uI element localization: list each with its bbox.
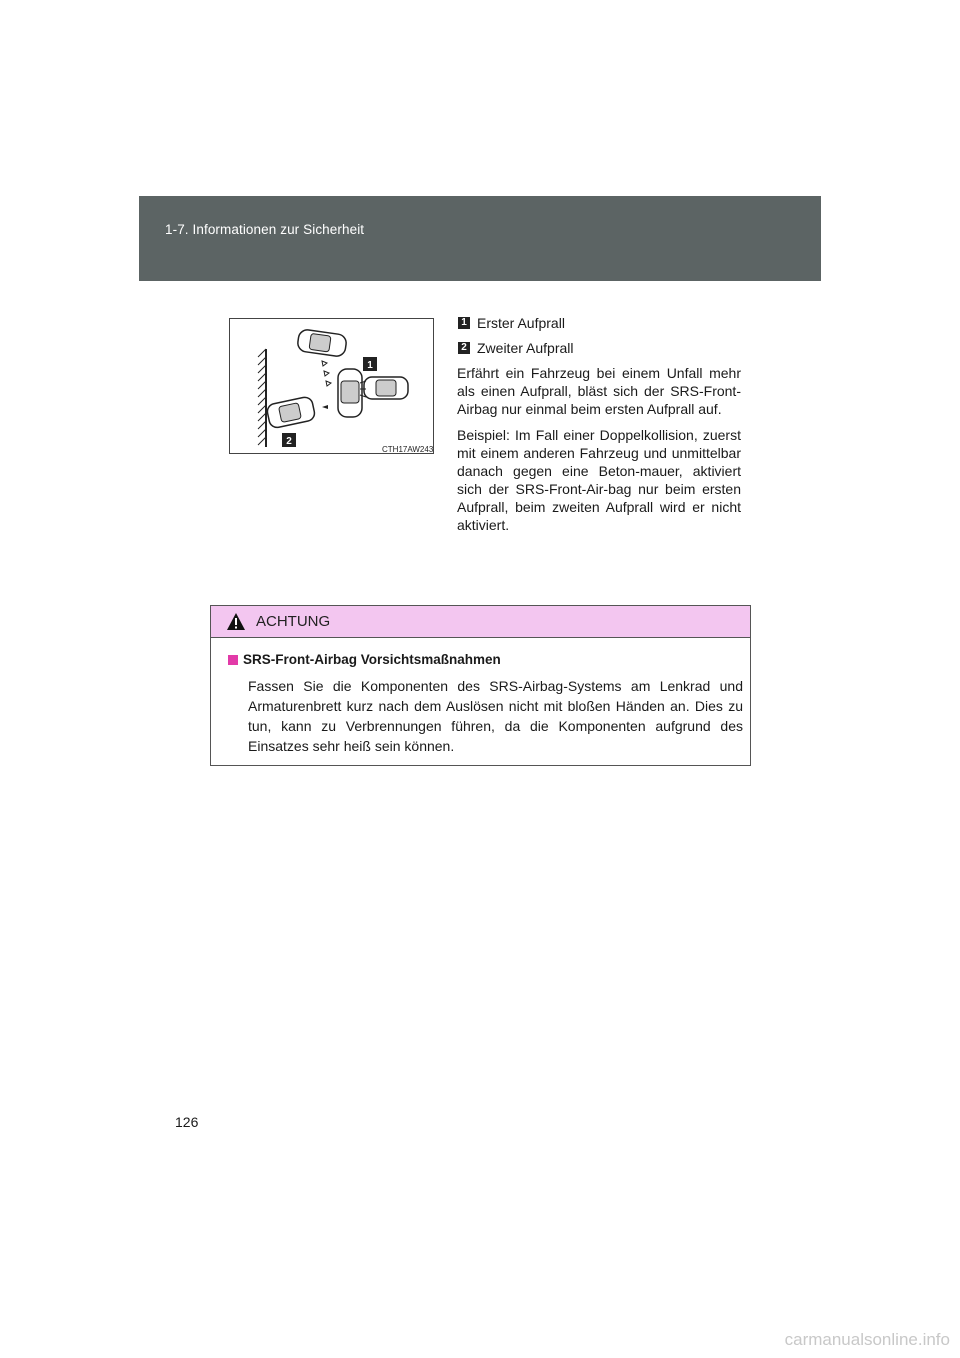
- square-bullet-icon: [228, 655, 238, 665]
- warning-subtitle: SRS-Front-Airbag Vorsichtsmaßnahmen: [243, 652, 501, 667]
- car-top: [297, 329, 348, 357]
- warning-title: ACHTUNG: [256, 613, 331, 630]
- watermark: carmanualsonline.info: [784, 1330, 950, 1349]
- legend-label-2: Zweiter Aufprall: [477, 340, 574, 356]
- warning-subtitle-row: [228, 652, 501, 667]
- legend-item: [457, 314, 741, 332]
- warning-header: [211, 606, 750, 638]
- warning-body: Fassen Sie die Komponenten des SRS-Airbag-Systems am Lenkrad und Armaturenbrett kurz nach dem Auslösen nicht mit bloßen Händen an. Dies zu tun, kann zu Verbrennungen führen, da die Komponenten aufgrund des Einsatzes sehr heiß sein können.: [248, 678, 743, 754]
- legend-label-1: Erster Aufprall: [477, 315, 565, 331]
- legend-item: [457, 339, 741, 357]
- arrow-to-wall: [322, 405, 328, 409]
- warning-box: [210, 605, 751, 766]
- page-number: 126: [175, 1114, 199, 1130]
- collision-illustration: [229, 318, 434, 454]
- marker-1-label: 1: [367, 360, 373, 371]
- explanation-column: [457, 314, 741, 542]
- marker-2-label: 2: [286, 436, 292, 447]
- paragraph-example: Beispiel: Im Fall einer Doppelkollision, zuerst mit einem anderen Fahrzeug und unmittelbar danach gegen eine Beton-mauer, aktiviert sich der SRS-Front-Air-bag nur beim ersten Aufprall, beim zweiten Aufprall wird er nicht aktiviert.: [457, 427, 741, 533]
- car-right: [364, 377, 408, 399]
- section-title: 1-7. Informationen zur Sicherheit: [165, 222, 365, 237]
- collision-diagram: [230, 319, 435, 455]
- paragraph-explanation: Erfährt ein Fahrzeug bei einem Unfall mehr als einen Aufprall, bläst sich der SRS-Front-Airbag nur einmal beim ersten Aufprall auf.: [457, 365, 741, 417]
- warning-triangle-icon: [226, 612, 246, 631]
- legend-number-2: 2: [458, 342, 470, 354]
- car-left: [266, 396, 316, 429]
- path-arrows: [322, 361, 331, 386]
- legend-number-1: 1: [458, 317, 470, 329]
- wall-hatching: [258, 349, 266, 445]
- figure-code: CTH17AW243: [382, 445, 434, 454]
- section-header-band: [139, 196, 821, 281]
- car-middle: [338, 369, 362, 417]
